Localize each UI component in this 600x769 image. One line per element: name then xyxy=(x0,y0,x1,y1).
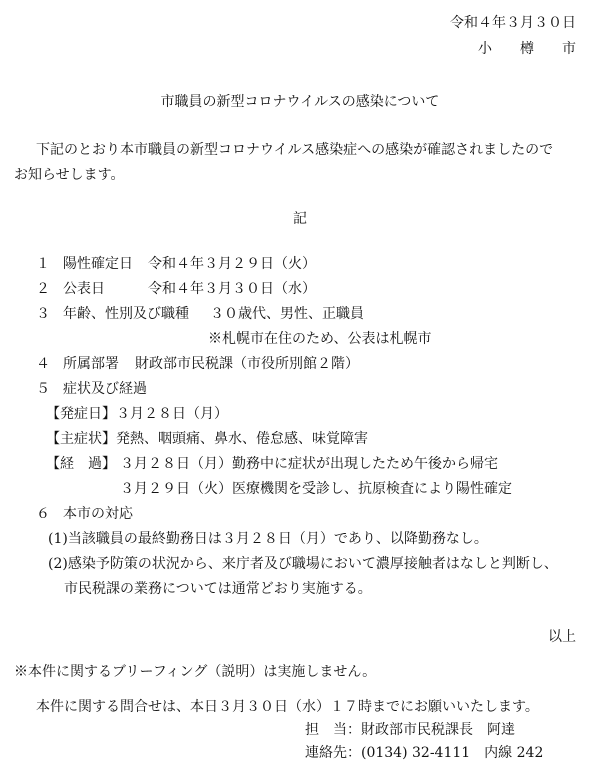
item-1-value: 令和４年３月２９日（火） xyxy=(148,256,316,272)
item-6-label: 本市の対応 xyxy=(63,506,133,522)
item-1-label: 陽性確定日 xyxy=(63,256,133,272)
intro-line-2: お知らせします。 xyxy=(14,167,125,183)
response-2b: 市民税課の業務については通常どおり実施する。 xyxy=(64,581,372,597)
item-1-number: １ xyxy=(36,256,50,272)
briefing-note: ※本件に関するブリーフィング（説明）は実施しません。 xyxy=(14,664,377,680)
item-3-note: ※札幌市在住のため、公表は札幌市 xyxy=(208,331,432,347)
onset-date: 【発症日】３月２８日（月） xyxy=(46,406,228,422)
issuer-name: 小 樽 市 xyxy=(478,41,576,57)
item-5-number: ５ xyxy=(36,381,50,397)
ki-heading: 記 xyxy=(293,211,307,227)
item-2-value: 令和４年３月３０日（水） xyxy=(148,281,316,297)
item-3-number: ３ xyxy=(36,306,50,322)
item-5-label: 症状及び経過 xyxy=(63,381,147,397)
course-label: 【経 過】 xyxy=(46,456,116,472)
contact-person: 担 当：財政部市民税課長 阿達 xyxy=(305,722,515,738)
response-2a: (2)感染予防策の状況から、来庁者及び職場において濃厚接触者はなしと判断し、 xyxy=(48,556,558,572)
item-3-label: 年齢、性別及び職種 xyxy=(63,306,189,322)
course-line-2: ３月２９日（火）医療機関を受診し、抗原検査により陽性確定 xyxy=(120,481,512,497)
item-4-label: 所属部署 xyxy=(63,356,119,372)
contact-phone: 連絡先：(0134) 32-4111 内線 242 xyxy=(305,745,544,761)
item-2-label: 公表日 xyxy=(63,281,105,297)
document-title: 市職員の新型コロナウイルスの感染について xyxy=(160,94,440,110)
response-1: (1)当該職員の最終勤務日は３月２８日（月）であり、以降勤務なし。 xyxy=(48,531,488,547)
intro-line-1: 下記のとおり本市職員の新型コロナウイルス感染症への感染が確認されましたので xyxy=(36,142,554,158)
item-4-number: ４ xyxy=(36,356,50,372)
issue-date: 令和４年３月３０日 xyxy=(450,15,576,31)
item-6-number: ６ xyxy=(36,506,50,522)
course-line-1: ３月２８日（月）勤務中に症状が出現したため午後から帰宅 xyxy=(120,456,498,472)
closing-ijo: 以上 xyxy=(548,629,576,645)
inquiry-note: 本件に関する問合せは、本日３月３０日（水）１７時までにお願いいたします。 xyxy=(36,699,539,715)
item-3-value: ３０歳代、男性、正職員 xyxy=(210,306,364,322)
main-symptoms: 【主症状】発熱、咽頭痛、鼻水、倦怠感、味覚障害 xyxy=(46,431,368,447)
item-2-number: ２ xyxy=(36,281,50,297)
item-4-value: 財政部市民税課（市役所別館２階） xyxy=(135,356,359,372)
